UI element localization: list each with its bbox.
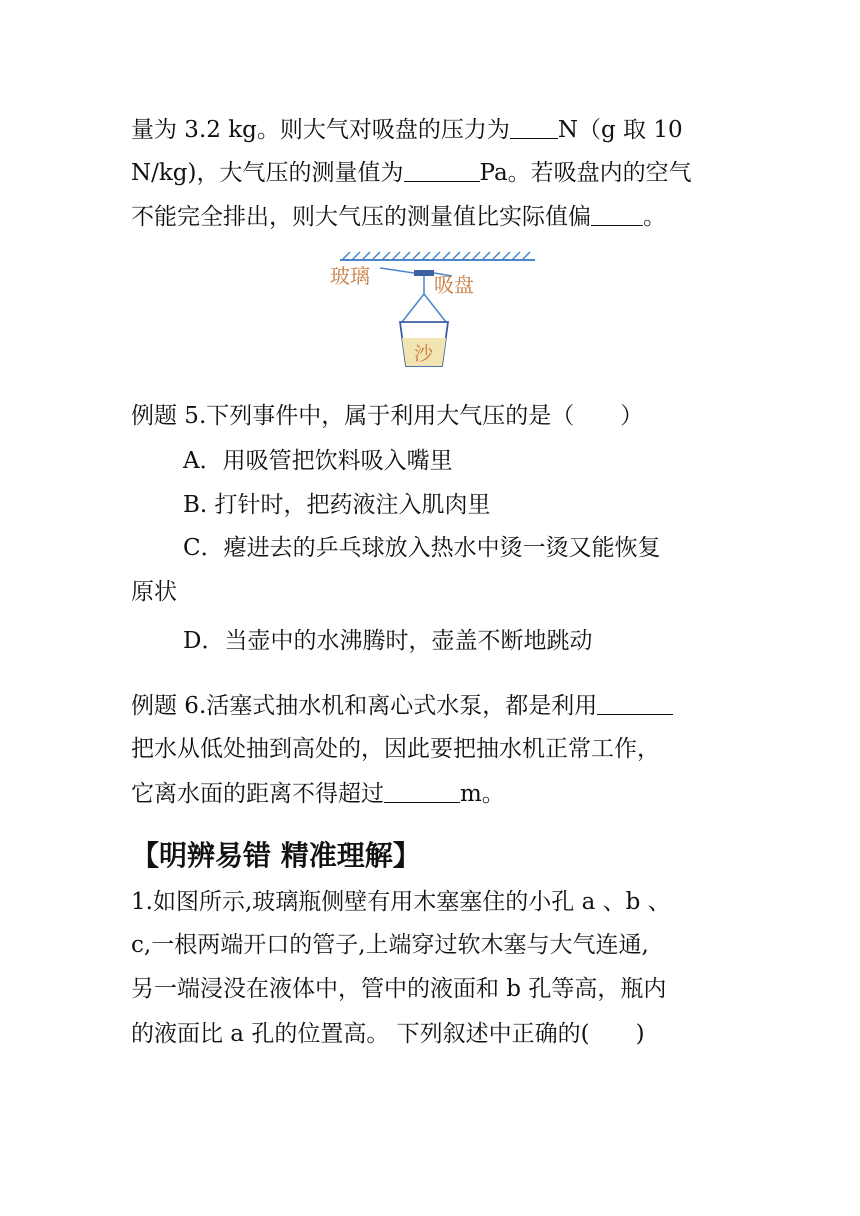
option-a[interactable]: A．用吸管把饮料吸入嘴里 — [183, 448, 453, 474]
option-c[interactable]: C．瘪进去的乒乓球放入热水中烫一烫又能恢复 — [183, 535, 661, 561]
answer-blank[interactable] — [510, 114, 558, 139]
problem1-line: c,一根两端开口的管子,上端穿过软木塞与大气连通, — [131, 932, 649, 958]
suction-cup-figure — [320, 246, 550, 374]
option-d[interactable]: D．当壶中的水沸腾时，壶盖不断地跳动 — [183, 628, 593, 654]
problem1-line: 另一端浸没在液体中，管中的液面和 b 孔等高，瓶内 — [131, 976, 667, 1002]
text-segment: 不能完全排出，则大气压的测量值比实际值偏 — [131, 204, 591, 230]
suction-label: 吸盘 — [434, 273, 474, 297]
answer-blank[interactable] — [597, 690, 673, 715]
text-segment: 它离水面的距离不得超过 — [131, 781, 384, 807]
text-line — [131, 157, 731, 188]
text-segment: m。 — [460, 781, 505, 807]
section-heading: 【明辨易错 精准理解】 — [131, 839, 421, 872]
text-segment: 量为 3.2 kg。则大气对吸盘的压力为 — [131, 117, 510, 143]
text-segment: 例题 6.活塞式抽水机和离心式水泵，都是利用 — [131, 693, 598, 719]
suction-cup — [414, 270, 434, 276]
text-segment: 。 — [643, 204, 666, 230]
text-segment: N/kg)，大气压的测量值为 — [131, 160, 404, 186]
example5-question: 例题 5.下列事件中，属于利用大气压的是（ ） — [131, 403, 644, 429]
option-b[interactable]: B. 打针时，把药液注入肌肉里 — [183, 492, 491, 518]
text-segment: N（g 取 10 — [557, 117, 683, 143]
text-segment: Pa。若吸盘内的空气 — [479, 160, 692, 186]
answer-blank[interactable] — [384, 778, 460, 803]
problem1-line: 的液面比 a 孔的位置高。 下列叙述中正确的( ) — [131, 1021, 645, 1047]
text-line — [131, 114, 731, 145]
text-line — [131, 201, 731, 232]
option-c-continued: 原状 — [131, 579, 177, 605]
glass-label: 玻璃 — [330, 264, 370, 288]
answer-blank[interactable] — [404, 157, 480, 182]
sand-label: 沙 — [414, 343, 434, 365]
problem1-line: 1.如图所示,玻璃瓶侧壁有用木塞塞住的小孔 a 、b 、 — [131, 889, 671, 915]
hatching — [342, 252, 530, 260]
text-line — [131, 778, 731, 809]
answer-blank[interactable] — [591, 201, 643, 226]
text-line — [131, 690, 731, 721]
text-line: 把水从低处抽到高处的，因此要把抽水机正常工作， — [131, 736, 660, 762]
